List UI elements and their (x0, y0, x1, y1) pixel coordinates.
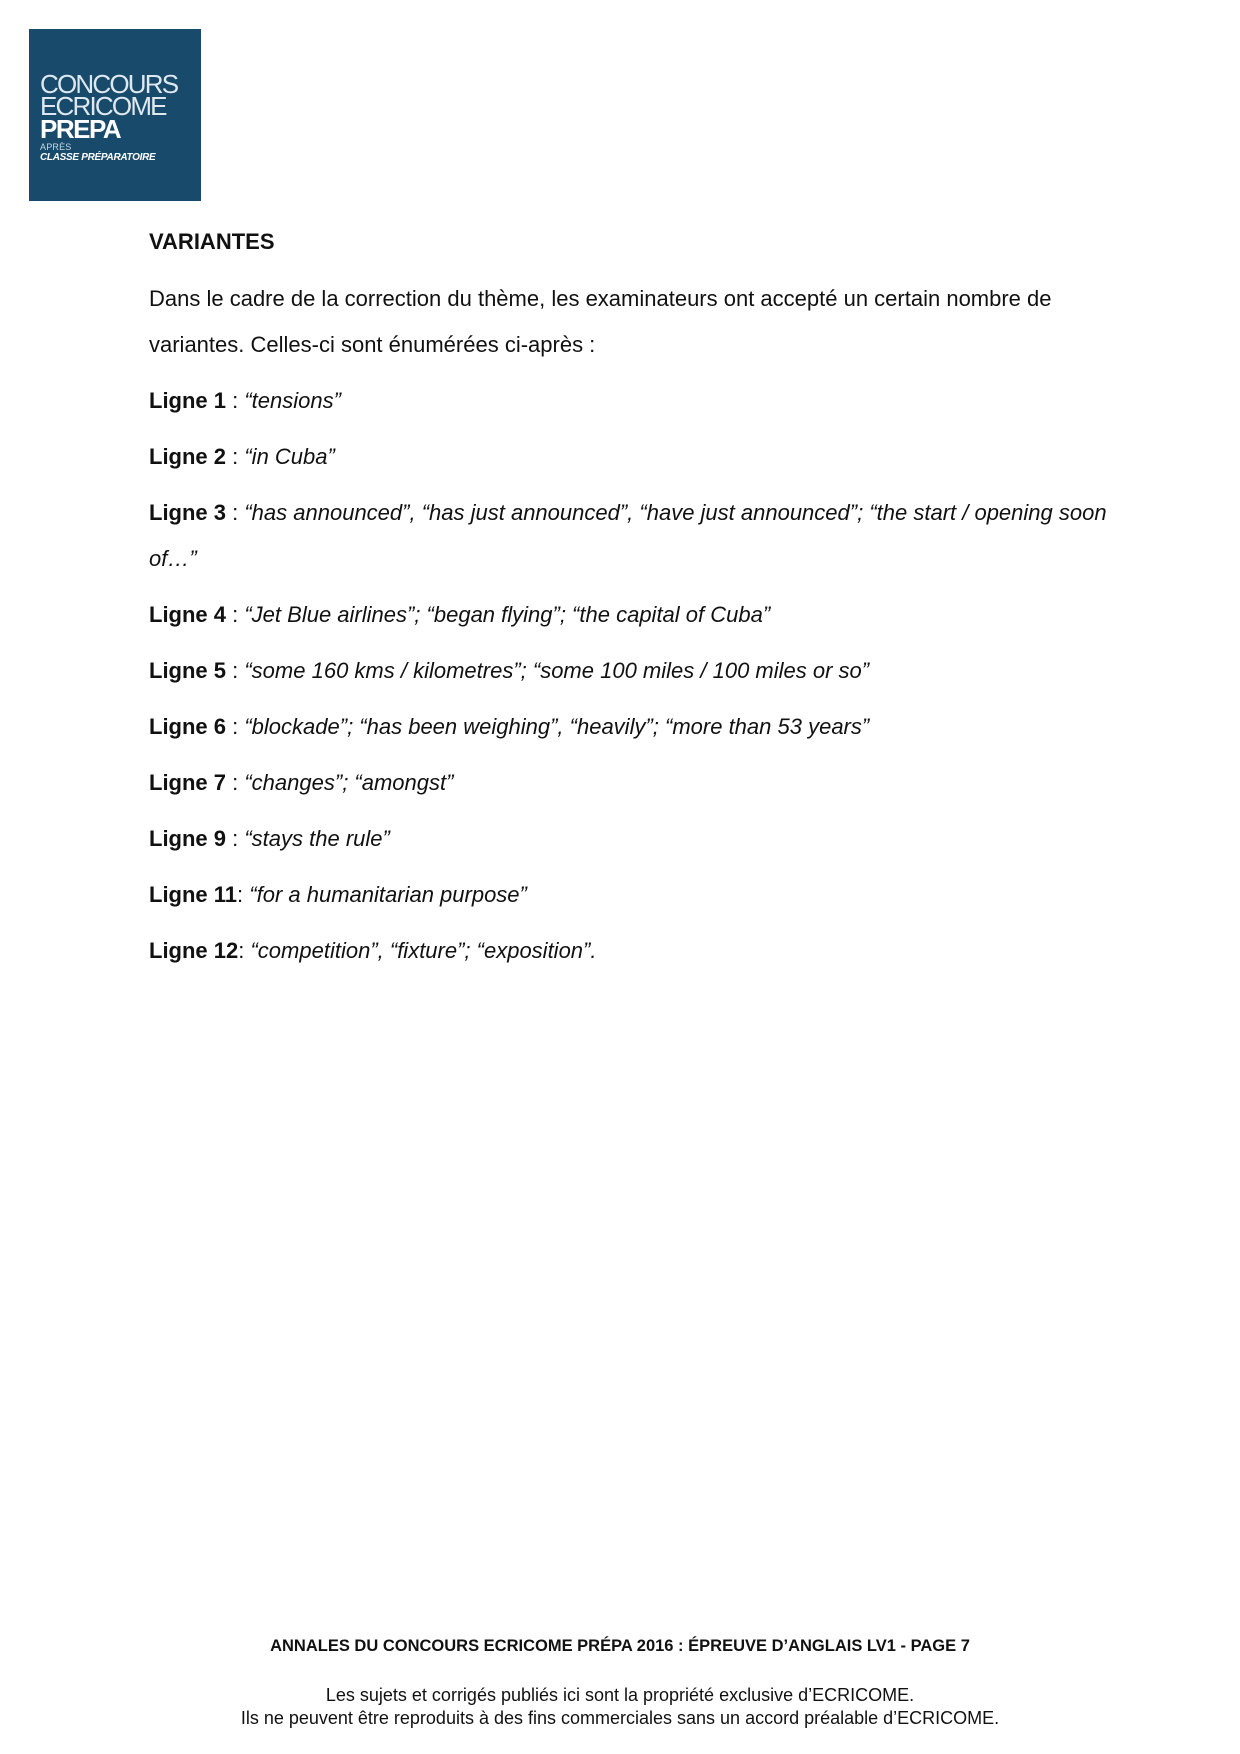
separator: : (226, 500, 245, 525)
separator: : (226, 658, 245, 683)
separator: : (226, 770, 245, 795)
footer-copyright-line: Les sujets et corrigés publiés ici sont la propriété exclusive d’ECRICOME. (325, 1685, 915, 1705)
accepted-variants: “some 160 kms / kilometres”; “some 100 miles / 100 miles or so” (244, 658, 870, 683)
accepted-variants: “changes”; “amongst” (244, 770, 454, 795)
logo-text-prepa: PREPA (40, 114, 121, 144)
variant-entry (149, 592, 1109, 638)
line-label: Ligne 11 (149, 882, 238, 907)
footer-title: ANNALES DU CONCOURS ECRICOME PRÉPA 2016 : ÉPREUVE D’ANGLAIS LV1 - PAGE 7 (270, 1637, 970, 1655)
line-label: Ligne 3 (149, 500, 227, 525)
line-label: Ligne 5 (149, 658, 227, 683)
line-label: Ligne 9 (149, 826, 227, 851)
line-label: Ligne 12 (149, 938, 239, 963)
logo-text-concours: CONCOURS (40, 69, 178, 99)
logo-text-classe-preparatoire: CLASSE PRÉPARATOIRE (40, 152, 156, 163)
separator: : (237, 882, 250, 907)
separator: : (238, 938, 251, 963)
variant-entry (149, 378, 1109, 424)
separator: : (226, 714, 245, 739)
variant-entry (149, 490, 1109, 582)
footer-reproduction-line: Ils ne peuvent être reproduits à des fins commerciales sans un accord préalable d’ECRICOME. (240, 1708, 1000, 1728)
intro-paragraph: Dans le cadre de la correction du thème, les examinateurs ont accepté un certain nombre de variantes. Celles-ci sont énumérées ci-après : (149, 286, 1052, 357)
accepted-variants: “blockade”; “has been weighing”, “heavily”; “more than 53 years” (244, 714, 870, 739)
variant-entry (149, 704, 1109, 750)
accepted-variants: “stays the rule” (244, 826, 390, 851)
line-label: Ligne 4 (149, 602, 227, 627)
accepted-variants: “for a humanitarian purpose” (249, 882, 527, 907)
separator: : (226, 388, 245, 413)
separator: : (226, 602, 245, 627)
line-label: Ligne 6 (149, 714, 227, 739)
variant-entry (149, 434, 1109, 480)
line-label: Ligne 2 (149, 444, 227, 469)
logo-text-ecricome: ECRICOME (40, 91, 166, 121)
accepted-variants: “has announced”, “has just announced”, “have just announced”; “the start / opening soon of…” (149, 500, 1107, 571)
accepted-variants: “Jet Blue airlines”; “began flying”; “the capital of Cuba” (244, 602, 771, 627)
variant-entry (149, 928, 1109, 974)
separator: : (226, 826, 245, 851)
variant-entry (149, 872, 1109, 918)
section-heading: VARIANTES (149, 229, 275, 254)
accepted-variants: “in Cuba” (244, 444, 335, 469)
accepted-variants: “competition”, “fixture”; “exposition”. (250, 938, 597, 963)
line-label: Ligne 1 (149, 388, 227, 413)
variant-entry (149, 648, 1109, 694)
variant-entry (149, 816, 1109, 862)
ecricome-logo (29, 29, 201, 201)
line-label: Ligne 7 (149, 770, 227, 795)
accepted-variants: “tensions” (244, 388, 341, 413)
logo-text-apres: APRÈS (40, 142, 72, 152)
separator: : (226, 444, 245, 469)
document-body (149, 222, 1109, 984)
variant-entry (149, 760, 1109, 806)
